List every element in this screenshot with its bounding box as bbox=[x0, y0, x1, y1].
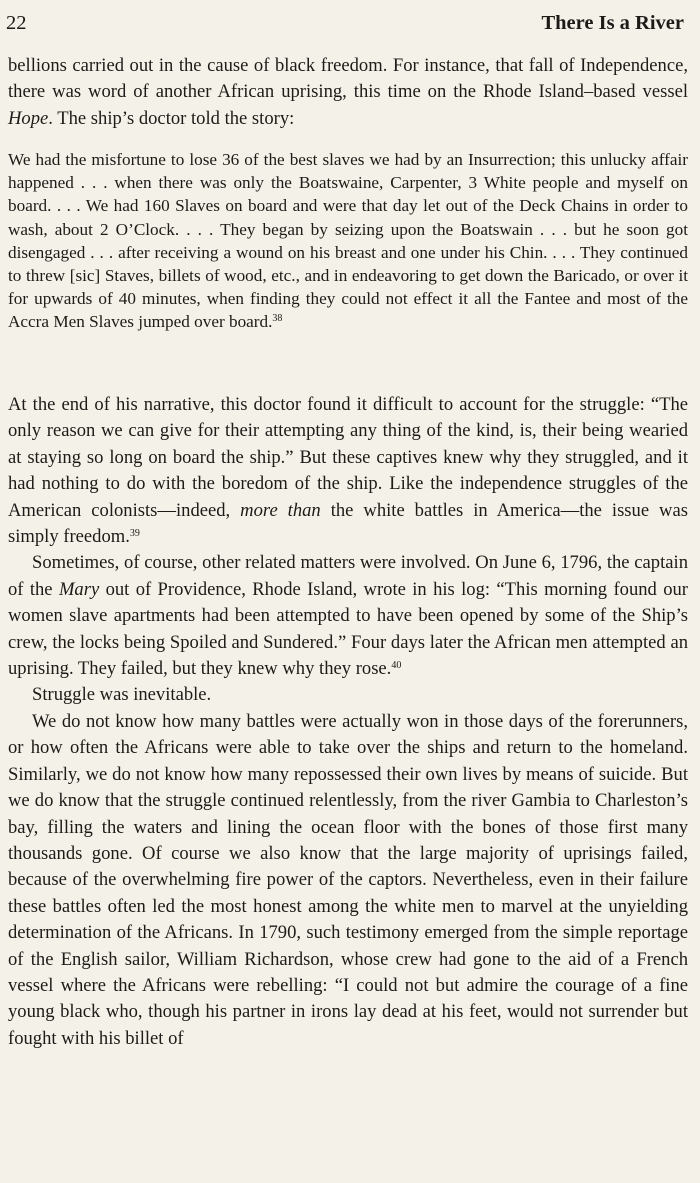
emphasis: more than bbox=[240, 499, 321, 521]
ship-name: Hope bbox=[8, 107, 49, 129]
paragraph: Struggle was inevitable. bbox=[32, 684, 212, 706]
footnote-ref: 38 bbox=[272, 313, 283, 325]
running-header bbox=[6, 10, 684, 36]
quote-paragraph bbox=[8, 148, 688, 334]
paragraph-text: out of Providence, Rhode Island, wrote in his log: “This morning found our women slave apartments had been attempted to have been opened by some of the Ship’s crew, the locks being Spoiled and Sundered.” Four days later the African men attempted an uprising. They failed, but they knew why they rose. bbox=[8, 578, 688, 680]
page-number: 22 bbox=[6, 12, 27, 34]
footnote-ref: 39 bbox=[129, 528, 140, 540]
paragraph-text: At the end of his narrative, this doctor found it difficult to account for the struggle: “The only reason we can give for their attempting any thing of the kind, is, their being wearied at staying so long on board the ship.” But these captives knew why they struggled, and it had nothing to do with the boredom of the ship. Like the independence struggles of the American colonists—indeed, bbox=[8, 394, 688, 521]
paragraph-text: . The ship’s doctor told the story: bbox=[48, 107, 295, 129]
paragraph-text: the white battles in America—the issue was simply freedom. bbox=[8, 499, 688, 548]
paragraph: We do not know how many battles were actually won in those days of the forerunners, or how often the Africans were able to take over the ships and return to the homeland. Similarly, we do not know how many repossessed their own lives by means of suicide. But we do know that the struggle continued relentlessly, from the river Gambia to Charleston’s bay, filling the waters and lining the ocean floor with the bones of those first many thousands gone. Of course we also know that the large majority of uprisings failed, because of the overwhelming fire power of the captors. Nevertheless, even in their failure these battles often led the most honest among the white men to marvel at the unyielding determination of the Africans. In 1790, such testimony emerged from the simple reportage of the English sailor, William Richardson, whose crew had gone to the aid of a French vessel where the Africans were rebelling: “I could not but admire the courage of a fine young black who, though his partner in irons lay dead at his feet, would not surrender but fought with his billet of bbox=[8, 710, 688, 1049]
paragraph bbox=[8, 550, 688, 682]
paragraph-text: bellions carried out in the cause of black freedom. For instance, that fall of Independence, there was word of another African uprising, this time on the Rhode Island–based vessel bbox=[8, 55, 688, 103]
paragraph bbox=[8, 53, 688, 132]
running-title: There Is a River bbox=[541, 12, 684, 34]
paragraph-text: Sometimes, of course, other related matters were involved. On June 6, 1796, the captain of the bbox=[8, 552, 688, 600]
opening-text bbox=[8, 53, 688, 132]
footnote-ref: 40 bbox=[391, 660, 402, 672]
paragraph bbox=[8, 392, 688, 550]
main-text bbox=[8, 392, 688, 1052]
block-quote bbox=[8, 148, 688, 334]
quote-text: We had the misfortune to lose 36 of the best slaves we had by an Insurrection; this unlucky affair happened . . . when there was only the Boatswaine, Carpenter, 3 White people and myself on board. . . . We had 160 Slaves on board and were that day let out of the Deck Chains in order to wash, about 2 O’Clock. . . . They began by seizing upon the Boatswain . . . but he soon got disengaged . . . after receiving a wound on his breast and one under his Chin. . . . They continued to threw [sic] Staves, billets of wood, etc., and in endeavoring to get down the Baricado, or over it for upwards of 40 minutes, when finding they could not effect it all the Fantee and most of the Accra Men Slaves jumped over board. bbox=[8, 150, 688, 332]
ship-name: Mary bbox=[58, 578, 100, 600]
